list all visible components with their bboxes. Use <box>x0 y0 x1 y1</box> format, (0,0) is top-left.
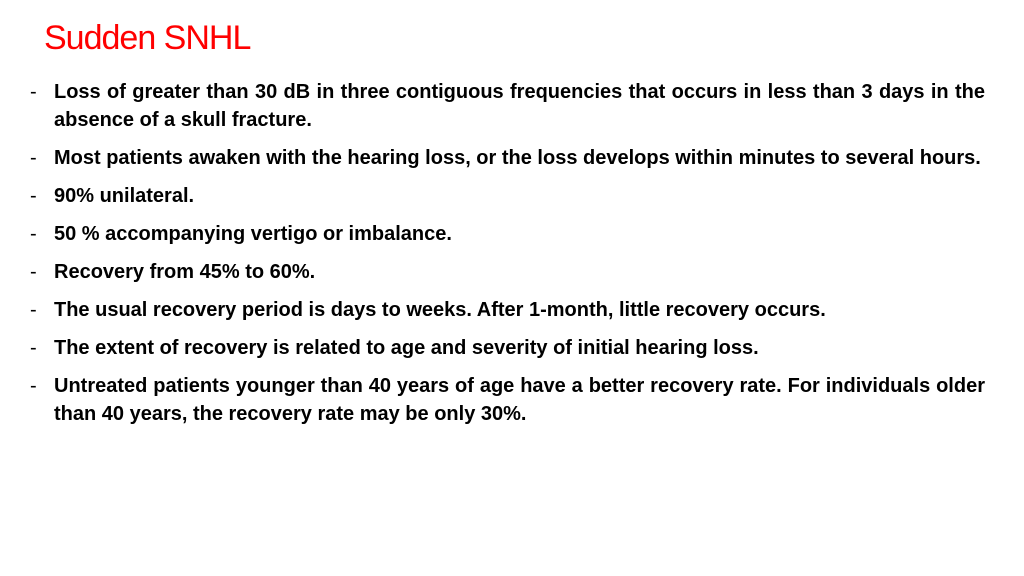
bullet-dash: - <box>30 185 37 207</box>
bullet-text: 50 % accompanying vertigo or imbalance. <box>54 223 452 245</box>
bullet-dash: - <box>30 147 37 169</box>
bullet-dash: - <box>30 337 37 359</box>
bullet-item <box>30 220 985 248</box>
bullet-item <box>30 144 985 172</box>
bullet-text: 90% unilateral. <box>54 185 195 207</box>
slide-title: Sudden SNHL <box>44 19 251 57</box>
bullet-text: The extent of recovery is related to age and severity of initial hearing loss. <box>54 337 759 359</box>
bullet-item <box>30 372 985 428</box>
bullet-text: Most patients awaken with the hearing loss, or the loss develops within minutes to several hours. <box>54 147 981 169</box>
bullet-list <box>30 78 985 428</box>
bullet-item <box>30 258 985 286</box>
bullet-item <box>30 296 985 324</box>
bullet-dash: - <box>30 223 37 245</box>
bullet-text: Untreated patients younger than 40 years of age have a better recovery rate. For individuals older than 40 years, the recovery rate may be only 30%. <box>54 375 985 425</box>
bullet-dash: - <box>30 299 37 321</box>
bullet-text: Recovery from 45% to 60%. <box>54 261 316 283</box>
bullet-text: Loss of greater than 30 dB in three contiguous frequencies that occurs in less than 3 days in the absence of a skull fracture. <box>54 81 985 131</box>
bullet-text: The usual recovery period is days to weeks. After 1-month, little recovery occurs. <box>54 299 826 321</box>
bullet-item <box>30 334 985 362</box>
bullet-dash: - <box>30 261 37 283</box>
bullet-item <box>30 182 985 210</box>
bullet-dash: - <box>30 81 37 103</box>
bullet-item <box>30 78 985 134</box>
bullet-dash: - <box>30 375 37 397</box>
